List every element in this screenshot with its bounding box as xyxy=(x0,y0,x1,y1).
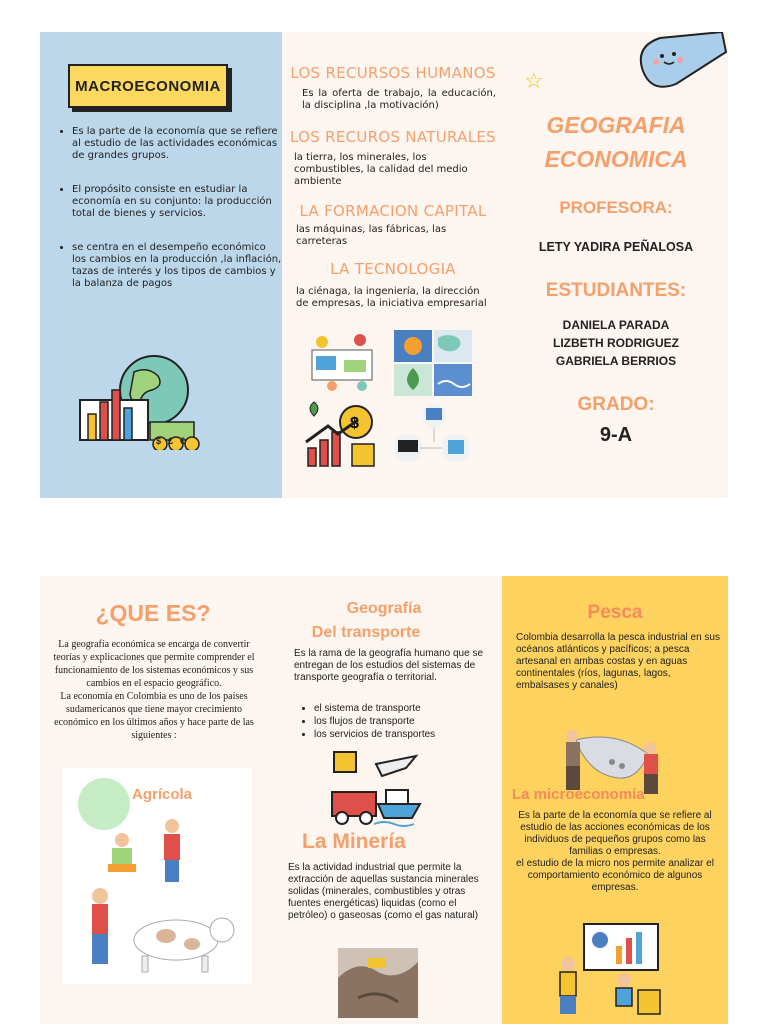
transport-title-line2: Del transporte xyxy=(311,624,421,641)
section-text-recursos-naturales: la tierra, los minerales, los combustibles, la calidad del medio ambiente xyxy=(294,152,468,187)
recursos-panel xyxy=(282,32,504,498)
bullet-item: • se centra en el desempeño económico los cambios en la producción ,la inflación, tazas de interés y los tipos de cambios y la balanza de pagos xyxy=(72,242,282,290)
bullet-item: • Es la parte de la economía que se refiere al estudio de las actividades económicas de grandes grupos. xyxy=(72,126,282,162)
pesca-micro-panel xyxy=(502,576,728,1024)
section-title-recursos-naturales: LOS RECUROS NATURALES xyxy=(290,128,496,146)
agricola-label: Agrícola xyxy=(132,786,193,803)
pesca-title: Pesca xyxy=(587,602,643,623)
que-es-paragraph xyxy=(52,638,256,742)
agricola-card xyxy=(62,768,252,984)
section-title-recursos-humanos: LOS RECURSOS HUMANOS xyxy=(290,64,496,82)
transport-vehicles-icon xyxy=(328,748,424,828)
economy-chart-icon xyxy=(76,350,216,450)
student-name: LIZBETH RODRIGUEZ xyxy=(553,336,679,350)
transporte-mineria-panel xyxy=(266,576,502,1024)
que-es-text-1: La geografía económica se encarga de convertir teorías y explicaciones que permite comprender el funcionamiento de los sistemas económicos y sus cambios en el espacio geográfico. xyxy=(53,639,255,689)
star-icon: ☆ xyxy=(524,68,544,93)
main-title-line1: GEOGRAFIA xyxy=(546,112,686,138)
natural-resources-icon xyxy=(394,330,472,396)
svg-text:$: $ xyxy=(350,415,359,432)
analytics-people-illustration xyxy=(554,920,664,1016)
section-text-tecnologia: la ciénaga, la ingeniería, la dirección de empresas, la iniciativa empresarial xyxy=(296,286,487,309)
list-item: • el sistema de transporte xyxy=(314,702,504,715)
profesora-name: LETY YADIRA PEÑALOSA xyxy=(538,240,694,254)
cartoon-character-icon xyxy=(632,32,728,92)
microeconomia-text-1: Es la parte de la economía que se refiere al estudio de las acciones económicas de los individuos de pequeños grupos como las familias o empresas. xyxy=(518,810,712,857)
transport-title-line1: Geografía xyxy=(346,600,422,617)
macroeconomia-panel xyxy=(40,32,282,498)
main-title-line2: ECONOMICA xyxy=(544,146,688,172)
macroeconomia-bullets xyxy=(58,126,282,312)
transport-list xyxy=(296,702,504,741)
estudiantes-label: ESTUDIANTES: xyxy=(545,280,687,301)
bullet-item: • El propósito consiste en estudiar la economía en su conjunto: la producción total de bienes y servicios. xyxy=(72,184,282,220)
transport-text: Es la rama de la geografía humano que se entregan de los estudios del sistemas de transporte geografía o territorial. xyxy=(294,648,484,683)
money-growth-icon xyxy=(302,400,380,470)
microeconomia-text xyxy=(512,810,718,894)
fishermen-illustration xyxy=(562,722,662,796)
profesora-label: PROFESORA: xyxy=(559,198,673,217)
que-es-panel xyxy=(40,576,266,1024)
currency-symbols: $£€ xyxy=(156,436,193,446)
pesca-text: Colombia desarrolla la pesca industrial en sus océanos atlánticos y pacíficos; a pesca artesanal en ambas costas y en aguas continentales (ríos, lagunas, lagos, embalsases y canales) xyxy=(516,632,720,691)
mineria-text: Es la actividad industrial que permite la extracción de aquellas sustancia minerales solidas (minerales, combustibles y otras fuentes energéticas) liquidas (como el petróleo) o gaseosas (como el gas natural) xyxy=(288,862,479,921)
student-name: GABRIELA BERRIOS xyxy=(555,354,677,368)
microeconomia-text-2: el estudio de la micro nos permite analizar el comportamiento económico de algunos empresas. xyxy=(516,858,714,893)
cover-panel xyxy=(504,32,728,498)
section-title-formacion-capital: LA FORMACION CAPITAL xyxy=(299,202,487,220)
section-text-recursos-humanos: Es la oferta de trabajo, la educación, la disciplina ,la motivación) xyxy=(302,88,496,111)
grado-value: 9-A xyxy=(599,424,633,446)
microeconomia-title: La microeconomía xyxy=(512,786,645,803)
grado-label: GRADO: xyxy=(577,394,655,415)
list-item: • los servicios de transportes xyxy=(314,728,504,741)
list-item: • los flujos de transporte xyxy=(314,715,504,728)
student-name: DANIELA PARADA xyxy=(562,318,670,332)
people-meeting-icon xyxy=(302,330,384,394)
technology-devices-icon xyxy=(390,402,474,468)
mining-illustration xyxy=(338,948,418,1018)
section-text-formacion-capital: las máquinas, las fábricas, las carreteras xyxy=(296,224,447,247)
mineria-title: La Minería xyxy=(302,830,406,853)
macroeconomia-title: MACROECONOMIA xyxy=(68,64,228,108)
que-es-title: ¿QUE ES? xyxy=(95,600,211,626)
que-es-text-2: La economía en Colombia es uno de los países sudamericanos que tiene mayor crecimiento económico en los últimos años y hace parte de las siguientes : xyxy=(54,691,254,741)
section-title-tecnologia: LA TECNOLOGIA xyxy=(330,260,456,278)
